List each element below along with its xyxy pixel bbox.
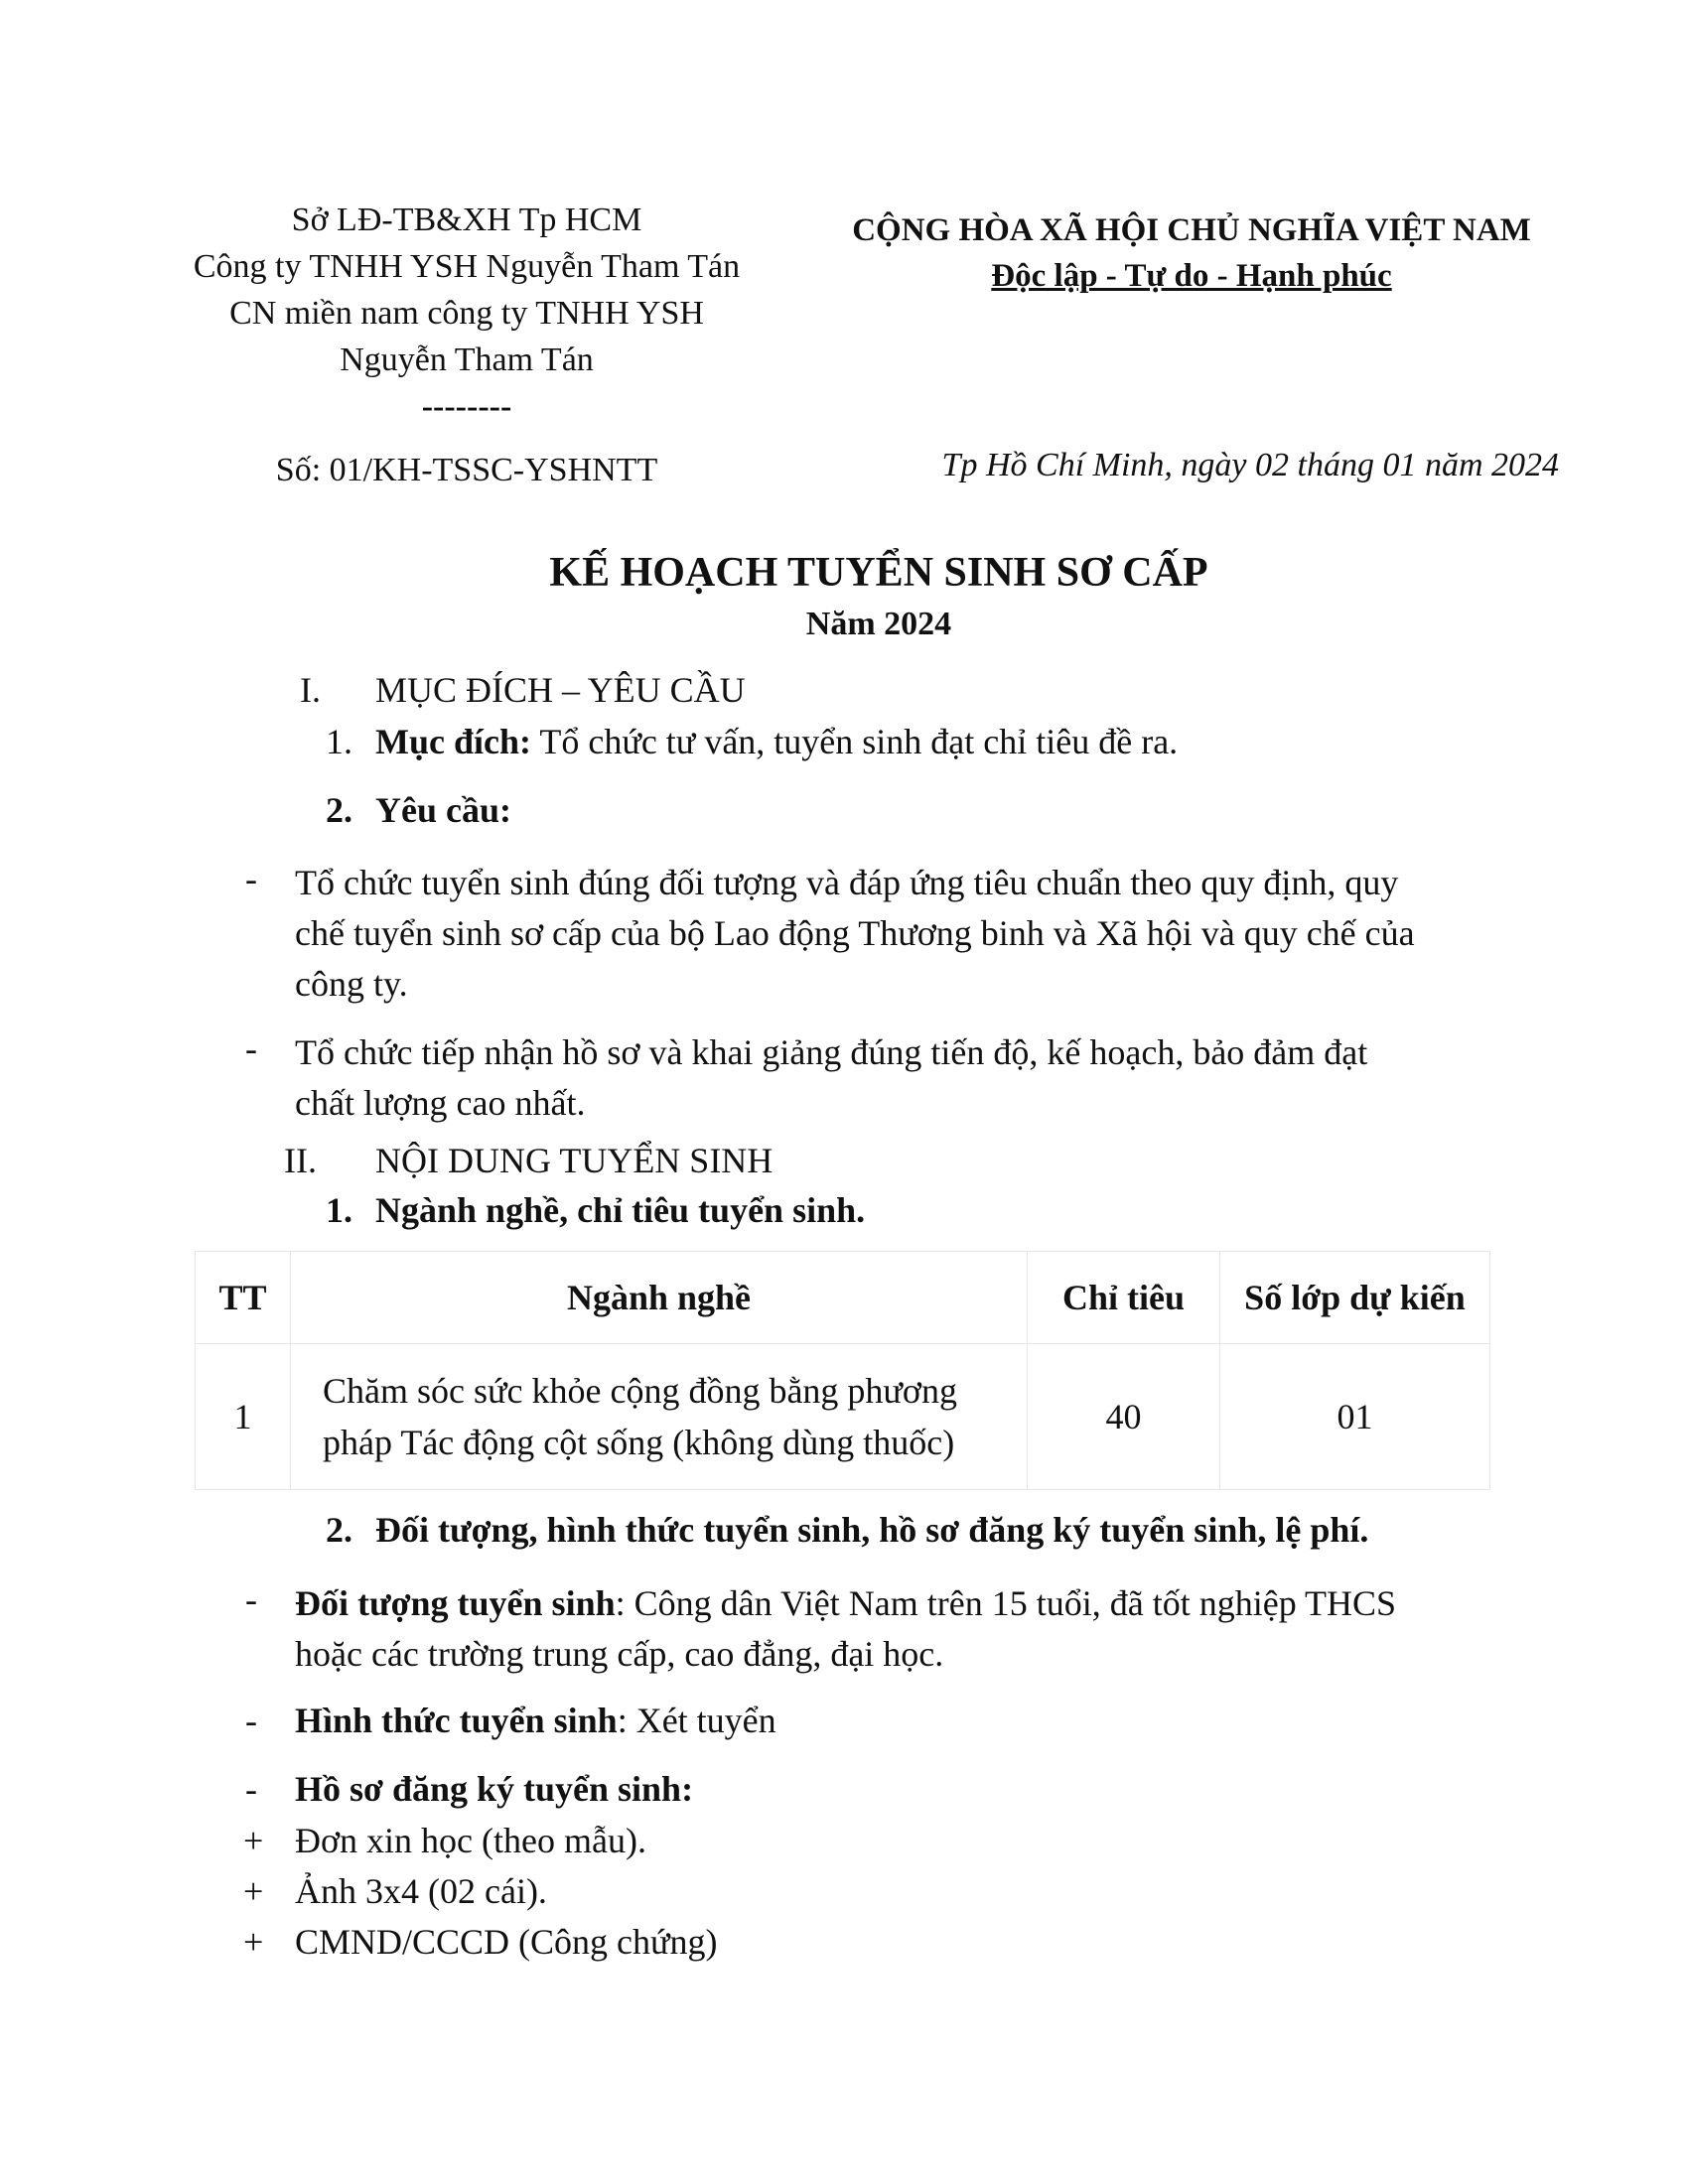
- bullet-dash: -: [245, 859, 257, 898]
- profession-line-2: pháp Tác động cột sống (không dùng thuốc): [323, 1423, 955, 1462]
- issuing-agency-block: [159, 197, 774, 430]
- page-title: KẾ HOẠCH TUYỂN SINH SƠ CẤP: [549, 550, 1208, 596]
- section-1-item-1: [375, 721, 1178, 762]
- col-header-quota: Chỉ tiêu: [1028, 1252, 1220, 1344]
- doc-item-3: CMND/CCCD (Công chứng): [295, 1922, 718, 1962]
- agency-line-3: CN miền nam công ty TNHH YSH: [229, 295, 704, 332]
- eligibility-line-1: [295, 1578, 1396, 1629]
- cell-classes: 01: [1220, 1344, 1490, 1490]
- section-1-heading: MỤC ĐÍCH – YÊU CẦU: [375, 670, 746, 710]
- section-2-number: II.: [284, 1141, 317, 1180]
- cell-tt: 1: [196, 1344, 291, 1490]
- bullet-dash: -: [245, 1579, 257, 1619]
- requirement-2-line-2: chất lượng cao nhất.: [295, 1083, 586, 1123]
- requirement-1-line-3: công ty.: [295, 964, 408, 1004]
- col-header-classes: Số lớp dự kiến: [1220, 1252, 1490, 1344]
- eligibility-label: Đối tượng tuyển sinh: [295, 1583, 616, 1623]
- motto-text: Độc lập - Tự do - Hạnh phúc: [991, 258, 1392, 294]
- admission-form-item: [295, 1700, 776, 1741]
- section-2-heading: NỘI DUNG TUYỂN SINH: [375, 1141, 774, 1180]
- purpose-label: Mục đích:: [375, 722, 531, 761]
- agency-line-2: Công ty TNHH YSH Nguyễn Tham Tán: [193, 248, 741, 285]
- place-date: Tp Hồ Chí Minh, ngày 02 tháng 01 năm 2024: [941, 447, 1559, 483]
- section-2-item-2-label: Đối tượng, hình thức tuyển sinh, hồ sơ đăng ký tuyển sinh, lệ phí.: [375, 1510, 1369, 1550]
- section-2-item-1-label: Ngành nghề, chỉ tiêu tuyển sinh.: [375, 1190, 866, 1230]
- profession-line-1: Chăm sóc sức khỏe cộng đồng bằng phương: [323, 1371, 957, 1411]
- doc-item-1: Đơn xin học (theo mẫu).: [295, 1821, 646, 1860]
- agency-divider: --------: [421, 388, 512, 425]
- section-2-item-2-number: 2.: [326, 1510, 352, 1550]
- page-subtitle: Năm 2024: [805, 606, 952, 642]
- bullet-plus: +: [243, 1922, 264, 1962]
- section-1-item-2-number: 2.: [326, 790, 352, 830]
- table-header-row: [196, 1252, 1490, 1344]
- bullet-plus: +: [243, 1821, 264, 1860]
- bullet-dash: -: [245, 1028, 257, 1068]
- requirement-1: [295, 858, 1415, 1010]
- national-title: CỘNG HÒA XÃ HỘI CHỦ NGHĨA VIỆT NAM: [852, 212, 1531, 248]
- section-1-number: I.: [300, 670, 321, 710]
- section-2-item-1-number: 1.: [326, 1190, 352, 1230]
- admission-form-text: : Xét tuyển: [617, 1701, 776, 1740]
- cell-quota: 40: [1028, 1344, 1220, 1490]
- document-number: Số: 01/KH-TSSC-YSHNTT: [275, 452, 658, 488]
- bullet-plus: +: [243, 1871, 264, 1911]
- enrollment-table: [195, 1251, 1490, 1490]
- requirements-label: Yêu cầu:: [375, 790, 511, 830]
- agency-line-4: Nguyễn Tham Tán: [340, 341, 594, 378]
- col-header-tt: TT: [196, 1252, 291, 1344]
- cell-profession: [291, 1344, 1028, 1490]
- eligibility-item: [295, 1578, 1396, 1680]
- purpose-text: Tổ chức tư vấn, tuyển sinh đạt chỉ tiêu đề ra.: [531, 722, 1179, 761]
- requirement-2: [295, 1027, 1367, 1129]
- eligibility-line-2: hoặc các trường trung cấp, cao đẳng, đại học.: [295, 1634, 944, 1674]
- table-row: [196, 1344, 1490, 1490]
- doc-item-2: Ảnh 3x4 (02 cái).: [295, 1871, 547, 1911]
- eligibility-text: : Công dân Việt Nam trên 15 tuổi, đã tốt nghiệp THCS: [615, 1583, 1397, 1623]
- requirement-1-line-1: Tổ chức tuyển sinh đúng đối tượng và đáp ứng tiêu chuẩn theo quy định, quy: [295, 863, 1399, 902]
- application-docs-label: Hồ sơ đăng ký tuyển sinh:: [295, 1769, 694, 1809]
- agency-line-1: Sở LĐ-TB&XH Tp HCM: [291, 202, 642, 238]
- bullet-dash: -: [245, 1701, 257, 1740]
- section-1-item-1-number: 1.: [326, 722, 352, 761]
- bullet-dash: -: [245, 1769, 257, 1809]
- requirement-1-line-2: chế tuyển sinh sơ cấp của bộ Lao động Thương binh và Xã hội và quy chế của: [295, 913, 1415, 953]
- admission-form-label: Hình thức tuyển sinh: [295, 1701, 618, 1740]
- requirement-2-line-1: Tổ chức tiếp nhận hồ sơ và khai giảng đúng tiến độ, kế hoạch, bảo đảm đạt: [295, 1032, 1368, 1072]
- national-motto: [814, 258, 1569, 295]
- col-header-profession: Ngành nghề: [291, 1252, 1028, 1344]
